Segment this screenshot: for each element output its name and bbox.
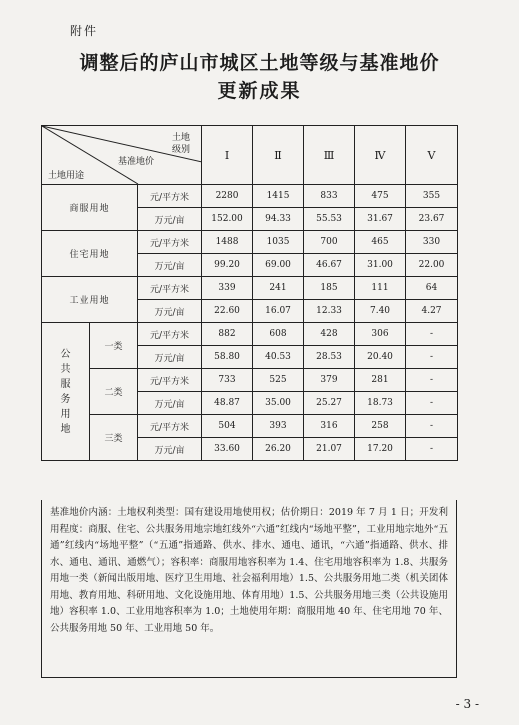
unit-label: 万元/亩: [138, 438, 202, 461]
price-cell: 7.40: [355, 300, 406, 323]
table-header-row: [42, 126, 458, 185]
price-cell: -: [406, 415, 458, 438]
level-header: Ⅰ: [202, 126, 253, 185]
price-cell: 22.60: [202, 300, 253, 323]
unit-label: 万元/亩: [138, 392, 202, 415]
price-cell: 58.80: [202, 346, 253, 369]
price-cell: 35.00: [253, 392, 304, 415]
price-cell: 21.07: [304, 438, 355, 461]
unit-label: 元/平方米: [138, 323, 202, 346]
price-cell: 608: [253, 323, 304, 346]
price-cell: 23.67: [406, 208, 458, 231]
table-row: [42, 323, 458, 346]
price-cell: 18.73: [355, 392, 406, 415]
price-cell: 16.07: [253, 300, 304, 323]
price-cell: -: [406, 438, 458, 461]
price-cell: 94.33: [253, 208, 304, 231]
price-cell: 40.53: [253, 346, 304, 369]
price-cell: 306: [355, 323, 406, 346]
table-row: [42, 185, 458, 208]
price-cell: 525: [253, 369, 304, 392]
price-cell: 475: [355, 185, 406, 208]
diagonal-header-cell: [42, 126, 202, 185]
price-cell: 4.27: [406, 300, 458, 323]
unit-label: 元/平方米: [138, 415, 202, 438]
price-cell: 28.53: [304, 346, 355, 369]
level-header: Ⅲ: [304, 126, 355, 185]
price-cell: 20.40: [355, 346, 406, 369]
price-notes: 基准地价内涵：土地权利类型：国有建设用地使用权；估价期日：2019 年 7 月 1 日；开发利用程度：商服、住宅、公共服务用地宗地红线外“六通”红线内“场地平整”，工业用地宗地外“五通”红线内“场地平整”（“五通”指通路、供水、排水、通电、通讯，“六通”指通路、供水、排水、通电、通讯、通燃气）；容积率：商服用地容积率为 1.4、住宅用地容积率为 1.8、共服务用地一类（新闻出版用地、医疗卫生用地、社会福利用地）1.5、公共服务用地二类（机关团体用地、教育用地、科研用地、文化设施用地、体育用地）1.5、公共服务用地三类（公共设施用地）容积率 1.0、工业用地容积率为 1.0；土地使用年期：商服用地 40 年、住宅用地 70 年、公共服务用地 50 年、工业用地 50 年。: [41, 500, 457, 678]
table-row: [42, 231, 458, 254]
table-row: [42, 369, 458, 392]
table-row: [42, 415, 458, 438]
price-cell: 17.20: [355, 438, 406, 461]
price-cell: 330: [406, 231, 458, 254]
price-cell: 733: [202, 369, 253, 392]
land-price-table: [41, 125, 458, 461]
header-price-label: 基准地价: [118, 157, 155, 167]
category-label: 工业用地: [42, 277, 138, 323]
attachment-label: 附件: [70, 24, 99, 38]
price-cell: 69.00: [253, 254, 304, 277]
price-cell: 428: [304, 323, 355, 346]
price-cell: 46.67: [304, 254, 355, 277]
price-cell: 379: [304, 369, 355, 392]
price-cell: 1035: [253, 231, 304, 254]
page-subtitle: 更新成果: [217, 80, 302, 102]
page-number: - 3 -: [455, 697, 479, 711]
category-label: 住宅用地: [42, 231, 138, 277]
category-label: 商服用地: [42, 185, 138, 231]
header-level-label-2: 级别: [172, 145, 191, 155]
header-level-label-1: 土地: [172, 133, 191, 143]
unit-label: 元/平方米: [138, 185, 202, 208]
price-cell: 833: [304, 185, 355, 208]
price-cell: 33.60: [202, 438, 253, 461]
price-cell: 241: [253, 277, 304, 300]
price-cell: -: [406, 323, 458, 346]
price-cell: 258: [355, 415, 406, 438]
price-cell: -: [406, 346, 458, 369]
unit-label: 万元/亩: [138, 254, 202, 277]
price-cell: 31.67: [355, 208, 406, 231]
unit-label: 元/平方米: [138, 277, 202, 300]
header-usage-label: 土地用途: [48, 171, 85, 181]
price-cell: 1415: [253, 185, 304, 208]
price-cell: 1488: [202, 231, 253, 254]
price-cell: 48.87: [202, 392, 253, 415]
price-cell: 882: [202, 323, 253, 346]
price-cell: 12.33: [304, 300, 355, 323]
unit-label: 元/平方米: [138, 231, 202, 254]
price-cell: -: [406, 369, 458, 392]
price-cell: 339: [202, 277, 253, 300]
class-label: 三类: [90, 415, 138, 461]
price-cell: 700: [304, 231, 355, 254]
price-cell: 355: [406, 185, 458, 208]
price-cell: 99.20: [202, 254, 253, 277]
price-cell: 64: [406, 277, 458, 300]
level-header: Ⅱ: [253, 126, 304, 185]
price-cell: 504: [202, 415, 253, 438]
level-header: Ⅴ: [406, 126, 458, 185]
price-cell: 393: [253, 415, 304, 438]
page-title: 调整后的庐山市城区土地等级与基准地价: [79, 52, 440, 74]
unit-label: 万元/亩: [138, 346, 202, 369]
unit-label: 万元/亩: [138, 300, 202, 323]
price-cell: 26.20: [253, 438, 304, 461]
table-row: [42, 277, 458, 300]
price-cell: 185: [304, 277, 355, 300]
unit-label: 元/平方米: [138, 369, 202, 392]
class-label: 二类: [90, 369, 138, 415]
price-cell: -: [406, 392, 458, 415]
price-cell: 111: [355, 277, 406, 300]
price-cell: 2280: [202, 185, 253, 208]
unit-label: 万元/亩: [138, 208, 202, 231]
price-cell: 152.00: [202, 208, 253, 231]
public-service-label: 公 共 服 务 用 地: [42, 323, 90, 461]
price-cell: 465: [355, 231, 406, 254]
class-label: 一类: [90, 323, 138, 369]
price-cell: 22.00: [406, 254, 458, 277]
price-cell: 25.27: [304, 392, 355, 415]
price-cell: 316: [304, 415, 355, 438]
level-header: Ⅳ: [355, 126, 406, 185]
price-cell: 55.53: [304, 208, 355, 231]
price-cell: 281: [355, 369, 406, 392]
price-cell: 31.00: [355, 254, 406, 277]
